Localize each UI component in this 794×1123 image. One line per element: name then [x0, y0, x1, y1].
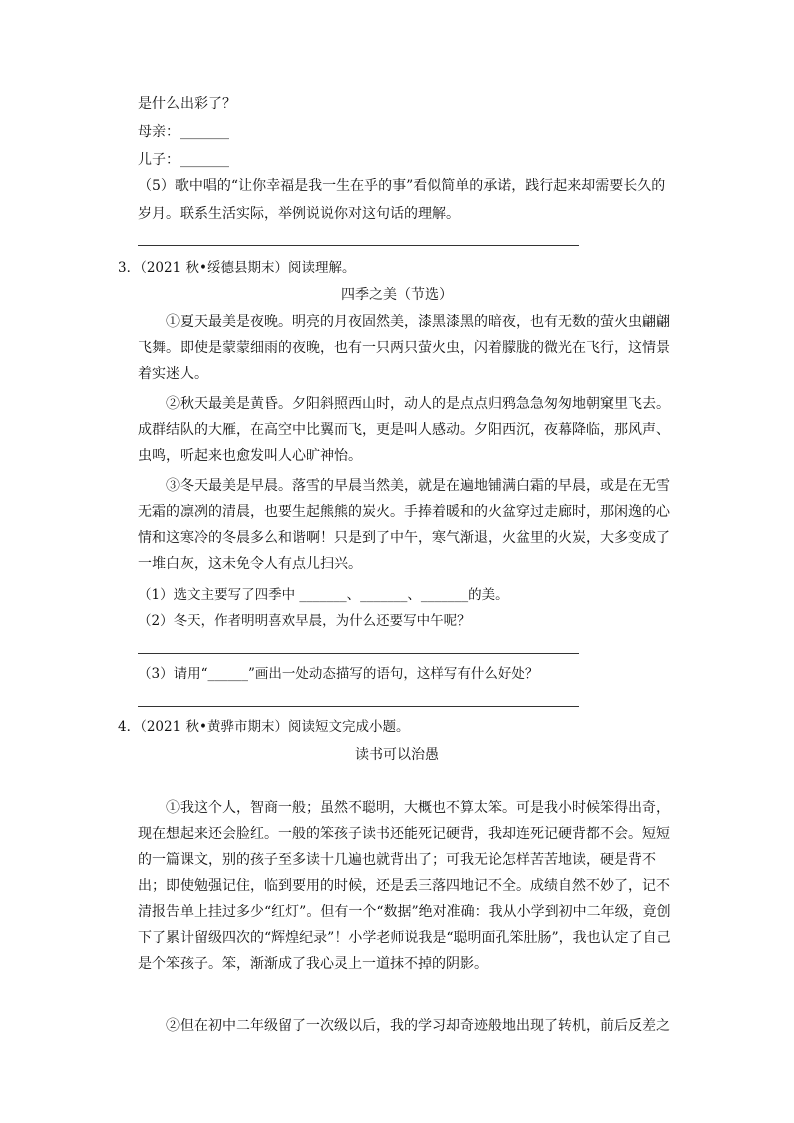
passage-title: 四季之美（节选）	[341, 287, 453, 303]
sub-question-2: （2）冬天，作者明明喜欢早晨，为什么还要写中午呢？	[138, 613, 471, 629]
passage-paragraph-1: ①夏天最美是夜晚。明亮的月夜固然美，漆黑漆黑的暗夜，也有无数的萤火虫翩翩飞舞。即使是蒙蒙细雨的夜晚，也有一只两只萤火虫，闪着朦胧的微光在飞行，这情景着实迷人。	[138, 314, 670, 382]
sub-question-3: （3）请用“______”画出一处动态描写的语句，这样写有什么好处？	[138, 666, 539, 682]
passage-paragraph-2: ②但在初中二年级留了一次级以后，我的学习却奇迹般地出现了转机，前后反差之	[166, 1018, 670, 1034]
son-answer-line: 儿子：_______	[138, 152, 229, 168]
mother-answer-line: 母亲：_______	[138, 124, 229, 140]
passage-paragraph-3: ③冬天最美是早晨。落雪的早晨当然美，就是在遍地铺满白霜的早晨，或是在无雪无霜的凛冽的清晨，也要生起熊熊的炭火。手捧着暖和的火盆穿过走廊时，那闲逸的心情和这寒冷的冬晨多么和谐啊！只是到了中午，寒气渐退，火盆里的火炭，大多变成了一堆白灰，这未免令人有点儿扫兴。	[138, 478, 670, 572]
prev-question-tail: 是什么出彩了？	[138, 96, 236, 112]
question-3-header: 3．（2021 秋•绥德县期末）阅读理解。	[118, 260, 356, 276]
answer-rule	[138, 245, 579, 246]
answer-rule	[138, 653, 579, 654]
sub-question-1: （1）选文主要写了四季中 _______、_______、_______的美。	[138, 587, 509, 603]
question-5-line-2: 岁月。联系生活实际，举例说说你对这句话的理解。	[138, 206, 460, 222]
passage-title: 读书可以治愚	[355, 747, 439, 763]
question-4-header: 4．（2021 秋•黄骅市期末）阅读短文完成小题。	[118, 719, 410, 735]
answer-rule	[138, 706, 579, 707]
question-5-line-1: （5）歌中唱的“让你幸福是我一生在乎的事”看似简单的承诺，践行起来却需要长久的	[138, 178, 666, 194]
passage-paragraph-1: ①我这个人，智商一般；虽然不聪明，大概也不算太笨。可是我小时候笨得出奇，现在想起来还会脸红。一般的笨孩子读书还能死记硬背，我却连死记硬背都不会。短短的一篇课文，别的孩子至多读十几遍也就背出了；可我无论怎样苦苦地读，硬是背不出；即使勉强记住，临到要用的时候，还是丢三落四地记不全。成绩自然不妙了，记不清报告单上挂过多少“红灯”。但有一个“数据”绝对准确：我从小学到初中二年级，竟创下了累计留级四次的“辉煌纪录”！小学老师说我是“聪明面孔笨肚肠”，我也认定了自己是个笨孩子。笨，渐渐成了我心灵上一道抹不掉的阴影。	[138, 800, 671, 972]
passage-paragraph-2: ②秋天最美是黄昏。夕阳斜照西山时，动人的是点点归鸦急急匆匆地朝窠里飞去。成群结队的大雁，在高空中比翼而飞，更是叫人感动。夕阳西沉，夜幕降临，那风声、虫鸣，听起来也愈发叫人心旷神怡。	[138, 396, 670, 464]
